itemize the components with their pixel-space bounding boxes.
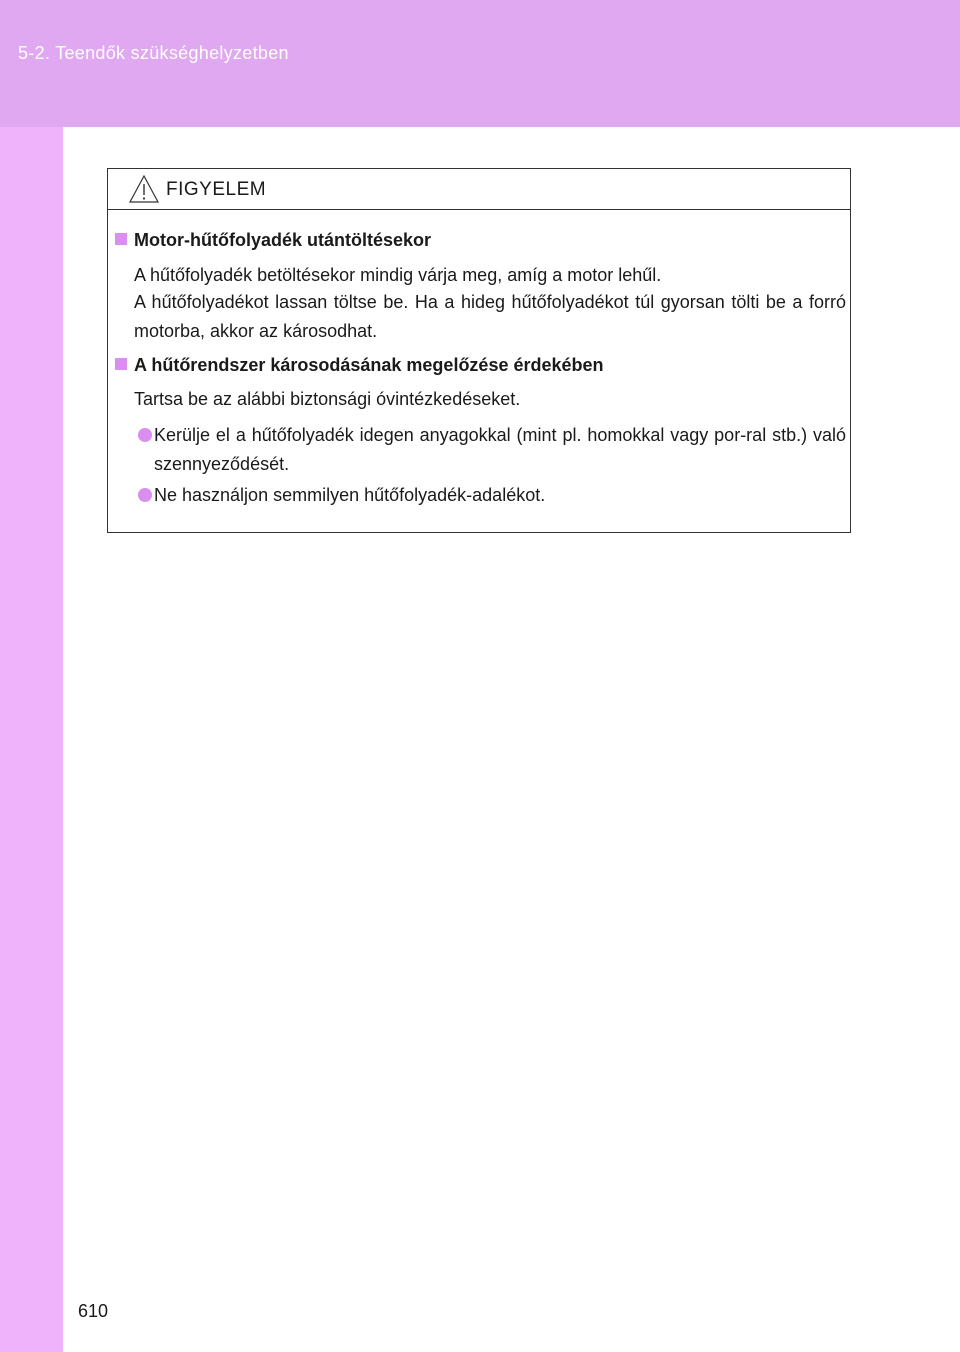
warning-section-1 (108, 228, 852, 252)
page-number: 610 (78, 1301, 109, 1321)
list-item (134, 481, 846, 510)
section-1-paragraph-1: A hűtőfolyadék betöltésekor mindig várja meg, amíg a motor lehűl. (134, 265, 662, 285)
section-heading-text: A hűtőrendszer károsodásának megelőzése érdekében (134, 355, 604, 375)
list-item-text: Ne használjon semmilyen hűtőfolyadék-adalékot. (154, 485, 546, 505)
side-strip (0, 127, 63, 1352)
round-bullet-icon (138, 428, 152, 442)
square-bullet-icon (115, 233, 127, 245)
warning-title: FIGYELEM (166, 179, 267, 200)
list-item-text: Kerülje el a hűtőfolyadék idegen anyagokkal (mint pl. homokkal vagy por-ral stb.) való szennyeződését. (154, 425, 846, 474)
warning-triangle-icon (129, 175, 159, 208)
list-item (134, 421, 846, 479)
section-2-intro: Tartsa be az alábbi biztonsági óvintézkedéseket. (134, 389, 521, 409)
section-heading (108, 228, 852, 252)
warning-header (108, 169, 850, 210)
square-bullet-icon (115, 358, 127, 370)
chapter-header-band (0, 0, 960, 127)
section-1-paragraph-2: A hűtőfolyadékot lassan töltse be. Ha a hideg hűtőfolyadékot túl gyorsan tölti be a forró motorba, akkor az károsodhat. (134, 292, 846, 341)
warning-box (107, 168, 851, 533)
section-heading (108, 353, 852, 377)
chapter-section-title: 5-2. Teendők szükséghelyzetben (18, 43, 289, 63)
section-heading-text: Motor-hűtőfolyadék utántöltésekor (134, 230, 432, 250)
round-bullet-icon (138, 488, 152, 502)
warning-section-2 (108, 353, 852, 377)
